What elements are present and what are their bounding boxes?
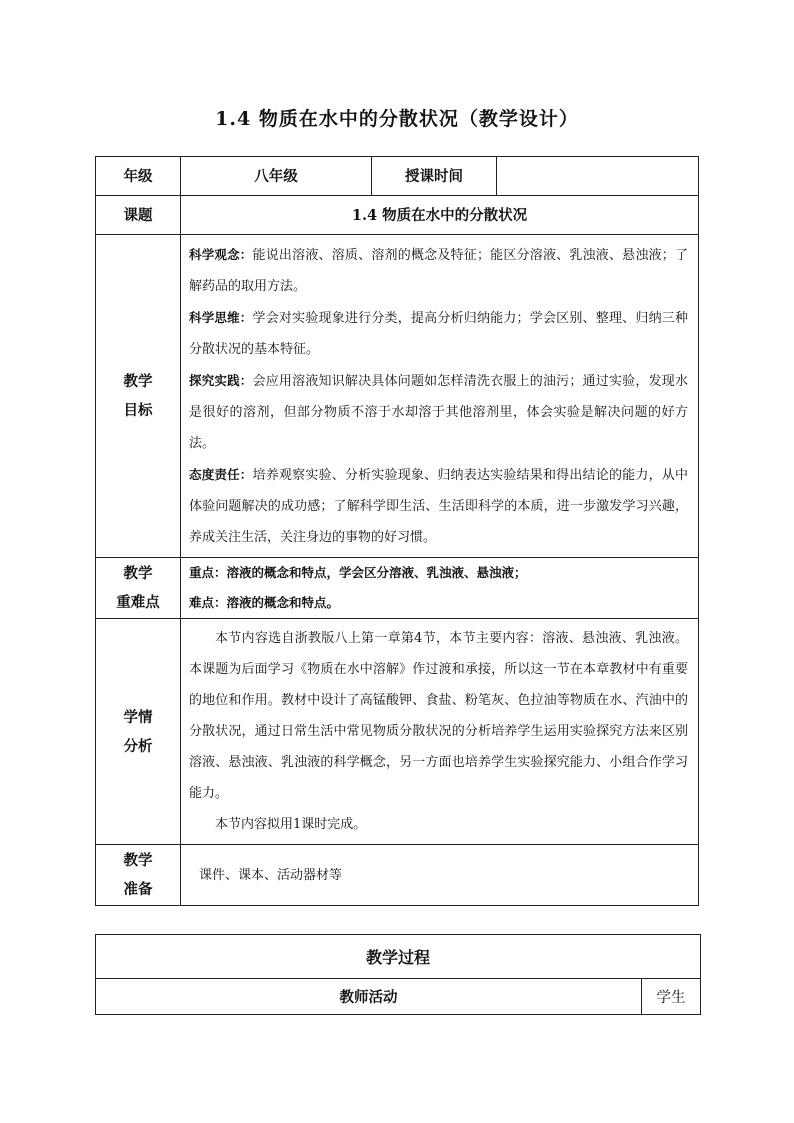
analysis-label-line-1: 学情 — [123, 708, 153, 726]
goal-item — [189, 365, 688, 459]
analysis-label-line-2: 分析 — [123, 737, 153, 755]
process-header-row — [96, 935, 701, 979]
process-header: 教学过程 — [96, 935, 701, 979]
goal-label: 探究实践： — [189, 373, 253, 388]
topic-row — [96, 196, 699, 235]
goal-text: 培养观察实验、分析实验现象、归纳表达实验结果和得出结论的能力，从中体验问题解决的成功感；了解科学即生活、生活即科学的本质，进一步激发学习兴趣，养成关注生活，关注身边的事物的好习惯。 — [189, 468, 688, 545]
goal-label: 态度责任： — [189, 467, 253, 482]
document-title: 1.4 物质在水中的分散状况（教学设计） — [215, 108, 579, 130]
goal-item — [189, 459, 688, 553]
grade-row — [96, 157, 699, 196]
goal-item — [189, 302, 688, 365]
goals-row — [96, 235, 699, 558]
analysis-row — [96, 619, 699, 845]
keypoints-label — [96, 558, 181, 619]
grade-value: 八年级 — [181, 157, 372, 196]
time-label: 授课时间 — [372, 157, 497, 196]
process-columns-row — [96, 979, 701, 1015]
prep-value: 课件、课本、活动器材等 — [181, 845, 699, 906]
topic-value: 1.4 物质在水中的分散状况 — [181, 196, 699, 235]
goals-content — [181, 235, 699, 558]
topic-label: 课题 — [96, 196, 181, 235]
goal-item — [189, 239, 688, 302]
goals-label — [96, 235, 181, 558]
prep-label-line-2: 准备 — [123, 881, 153, 898]
teaching-process-table — [95, 934, 701, 1015]
prep-label-line-1: 教学 — [123, 852, 153, 869]
keypoints-label-line-1: 教学 — [123, 565, 153, 582]
goals-label-line-2: 目标 — [123, 402, 153, 419]
analysis-paragraph-2: 本节内容拟用1课时完成。 — [215, 817, 367, 832]
analysis-label — [96, 619, 181, 845]
goal-text: 学会对实验现象进行分类，提高分析归纳能力；学会区别、整理、归纳三种分散状况的基本特征。 — [189, 311, 688, 357]
key-point: 重点：溶液的概念和特点，学会区分溶液、乳浊液、悬浊液； — [189, 565, 527, 580]
prep-label — [96, 845, 181, 906]
goals-label-line-1: 教学 — [123, 373, 153, 390]
grade-label: 年级 — [96, 157, 181, 196]
analysis-paragraph-1: 本节内容选自浙教版八上第一章第4节，本节主要内容：溶液、悬浊液、乳浊液。本课题为后面学习《物质在水中溶解》作过渡和承接，所以这一节在本章教材中有重要的地位和作用。教材中设计了高锰酸钾、食盐、粉笔灰、色拉油等物质在水、汽油中的分散状况，通过日常生活中常见物质分散状况的分析培养学生运用实验探究方法来区别溶液、悬浊液、乳浊液的科学概念，另一方面也培养学生实验探究能力、小组合作学习能力。 — [189, 631, 688, 801]
goal-label: 科学思维： — [189, 310, 253, 325]
goal-label: 科学观念： — [189, 247, 253, 262]
keypoints-content — [181, 558, 699, 619]
teacher-activity-header: 教师活动 — [96, 979, 642, 1015]
keypoints-row — [96, 558, 699, 619]
analysis-content — [181, 619, 699, 845]
prep-row — [96, 845, 699, 906]
keypoints-label-line-2: 重难点 — [116, 594, 160, 611]
time-value — [497, 157, 699, 196]
lesson-info-table — [95, 156, 699, 906]
goal-text: 能说出溶液、溶质、溶剂的概念及特征；能区分溶液、乳浊液、悬浊液；了解药品的取用方法。 — [189, 248, 688, 294]
student-header: 学生 — [642, 979, 701, 1015]
difficult-point: 难点：溶液的概念和特点。 — [189, 595, 340, 610]
goal-text: 会应用溶液知识解决具体问题如怎样清洗衣服上的油污；通过实验，发现水是很好的溶剂，但部分物质不溶于水却溶于其他溶剂里，体会实验是解决问题的好方法。 — [189, 374, 688, 451]
